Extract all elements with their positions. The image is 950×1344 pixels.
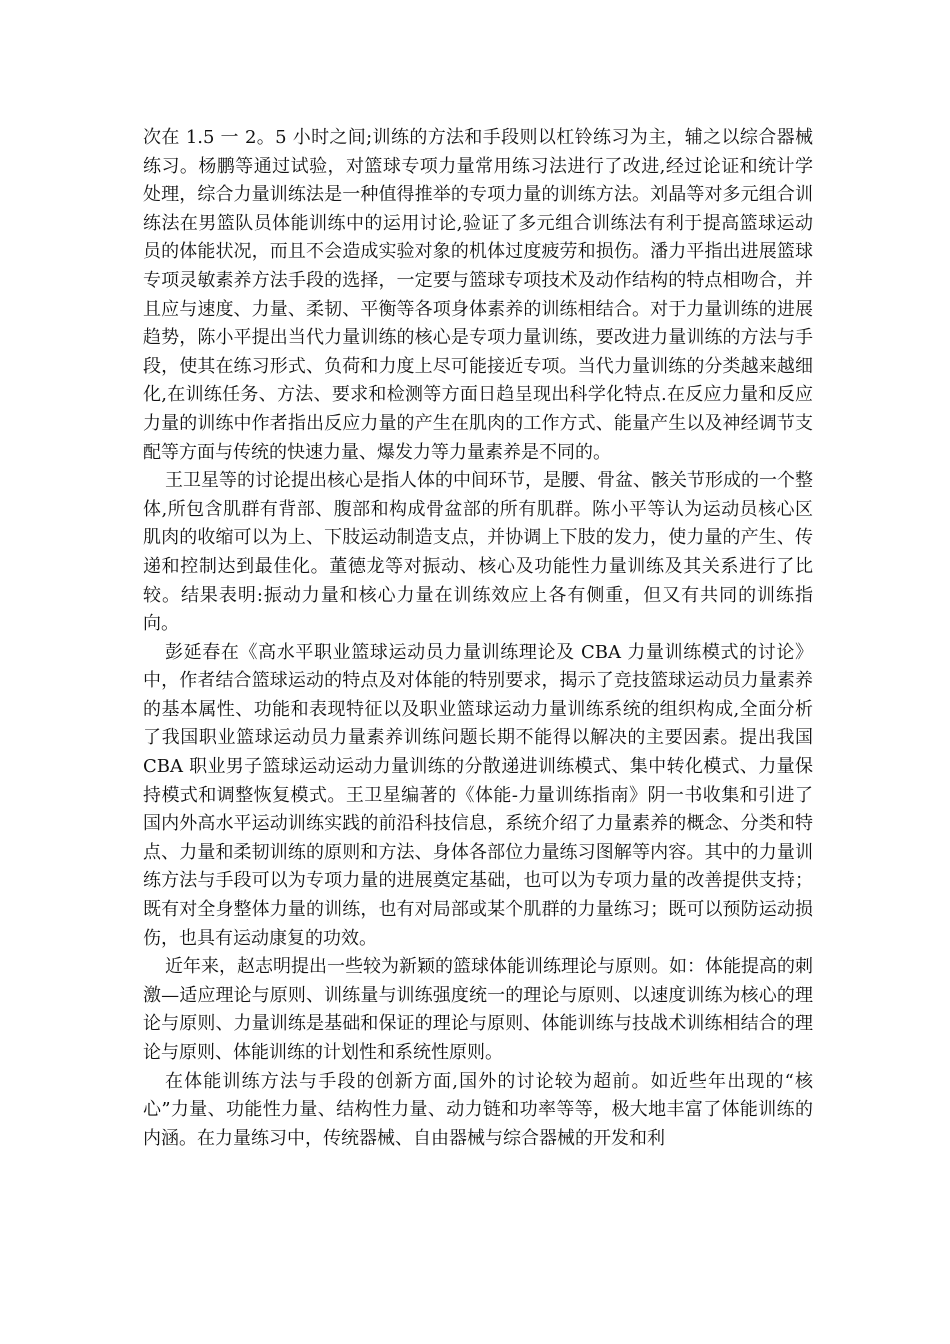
- paragraph-1: 次在 1.5 一 2。5 小时之间;训练的方法和手段则以杠铃练习为主，辅之以综合器械练习。杨鹏等通过试验，对篮球专项力量常用练习法进行了改进,经过论证和统计学处理，综合力量训练法是一种值得推举的专项力量的训练方法。刘晶等对多元组合训练法在男篮队员体能训练中的运用讨论,验证了多元组合训练法有利于提高篮球运动员的体能状况，而且不会造成实验对象的机体过度疲劳和损伤。潘力平指出进展篮球专项灵敏素养方法手段的选择，一定要与篮球专项技术及动作结构的特点相吻合，并且应与速度、力量、柔韧、平衡等各项身体素养的训练相结合。对于力量训练的进展趋势，陈小平提出当代力量训练的核心是专项力量训练，要改进力量训练的方法与手段，使其在练习形式、负荷和力度上尽可能接近专项。当代力量训练的分类越来越细化,在训练任务、方法、要求和检测等方面日趋呈现出科学化特点.在反应力量和反应力量的训练中作者指出反应力量的产生在肌肉的工作方式、能量产生以及神经调节支配等方面与传统的快速力量、爆发力等力量素养是不同的。: [143, 127, 813, 463]
- paragraph-2: 王卫星等的讨论提出核心是指人体的中间环节，是腰、骨盆、骸关节形成的一个整体,所包含肌群有背部、腹部和构成骨盆部的所有肌群。陈小平等认为运动员核心区肌肉的收缩可以为上、下肢运动制造支点，并协调上下肢的发力，使力量的产生、传递和控制达到最佳化。董德龙等对振动、核心及功能性力量训练及其关系进行了比较。结果表明:振动力量和核心力量在训练效应上各有侧重，但又有共同的训练指向。: [143, 470, 813, 635]
- paragraph-4: 近年来，赵志明提出一些较为新颖的篮球体能训练理论与原则。如：体能提高的刺激—适应理论与原则、训练量与训练强度统一的理论与原则、以速度训练为核心的理论与原则、力量训练是基础和保证的理论与原则、体能训练与技战术训练相结合的理论与原则、体能训练的计划性和系统性原则。: [143, 956, 813, 1063]
- document-body: [143, 124, 813, 1153]
- paragraph-5: 在体能训练方法与手段的创新方面,国外的讨论较为超前。如近些年出现的“核心”力量、功能性力量、结构性力量、动力链和功率等等，极大地丰富了体能训练的内涵。在力量练习中，传统器械、自由器械与综合器械的开发和利: [143, 1070, 813, 1149]
- paragraph-3: 彭延春在《高水平职业篮球运动员力量训练理论及 CBA 力量训练模式的讨论》中，作者结合篮球运动的特点及对体能的特别要求，揭示了竞技篮球运动员力量素养的基本属性、功能和表现特征以及职业篮球运动力量训练系统的组织构成,全面分析了我国职业篮球运动员力量素养训练问题长期不能得以解决的主要因素。提出我国 CBA 职业男子篮球运动运动力量训练的分散递进训练模式、集中转化模式、力量保持模式和调整恢复模式。王卫星编著的《体能-力量训练指南》阴一书收集和引进了国内外高水平运动训练实践的前沿科技信息，系统介绍了力量素养的概念、分类和特点、力量和柔韧训练的原则和方法、身体各部位力量练习图解等内容。其中的力量训练方法与手段可以为专项力量的进展奠定基础，也可以为专项力量的改善提供支持；既有对全身整体力量的训练，也有对局部或某个肌群的力量练习；既可以预防运动损伤，也具有运动康复的功效。: [143, 641, 813, 949]
